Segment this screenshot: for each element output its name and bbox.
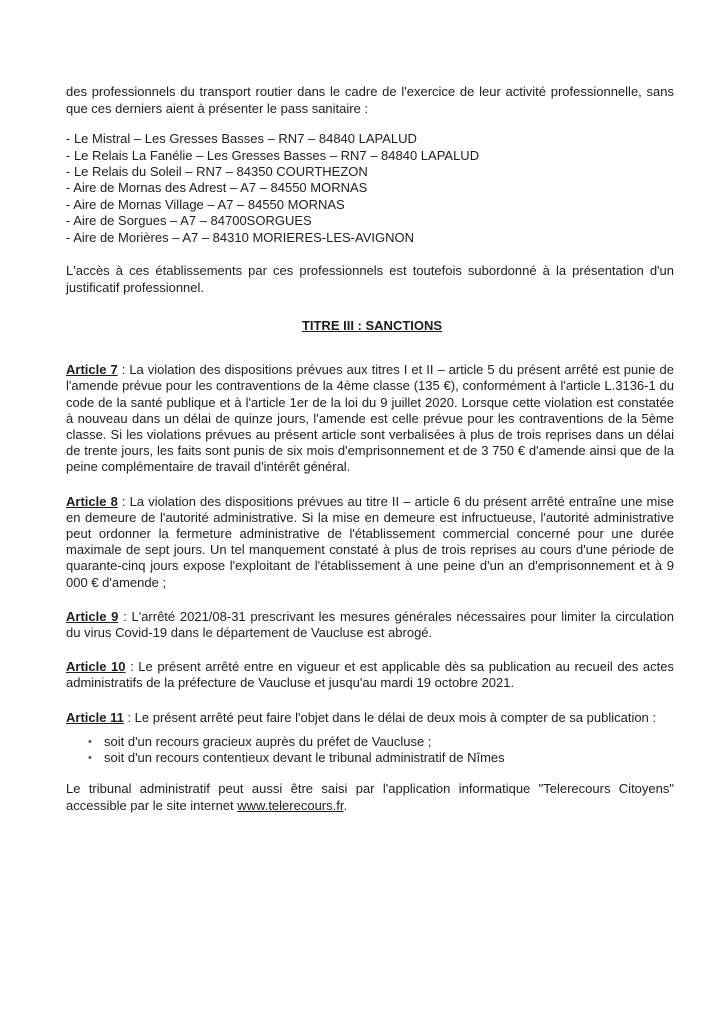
list-item: - Le Relais du Soleil – RN7 – 84350 COURTHEZON xyxy=(66,164,368,179)
closing-end: . xyxy=(343,797,348,813)
list-item: - Aire de Mornas Village – A7 – 84550 MORNAS xyxy=(66,196,345,212)
article-7 xyxy=(66,362,674,475)
section-title: TITRE III : SANCTIONS xyxy=(301,318,443,334)
article-text: : La violation des dispositions prévues au titre II – article 6 du présent arrêté entraîne une mise en demeure de l'autorité administrative. Si la mise en demeure est infructueuse, l'autorité administrative peut ordonner la fermeture administrative de l'établissement commercial concerné pour une durée maximale de sept jours. Un tel manquement constaté à plus de trois reprises au cours d'une période de quarante-cinq jours expose l'exploitant de l'établissement à une peine d'un an d'emprisonnement et à 9 000 € d'amende ; xyxy=(66,493,674,590)
telerecours-link[interactable]: www.telerecours.fr xyxy=(237,797,344,813)
list-item: - Aire de Sorgues – A7 – 84700SORGUES xyxy=(66,213,312,229)
article-label: Article 7 xyxy=(66,362,118,378)
access-paragraph: L'accès à ces établissements par ces professionnels est toutefois subordonné à la présentation d'un justificatif professionnel. xyxy=(66,263,674,295)
article-label: Article 11 xyxy=(66,709,124,725)
article-text: : Le présent arrêté entre en vigueur et est applicable dès sa publication au recueil des actes administratifs de la préfecture de Vaucluse et jusqu'au mardi 19 octobre 2021. xyxy=(66,659,674,691)
recours-list xyxy=(66,734,674,766)
article-9 xyxy=(66,609,674,641)
list-item: - Aire de Morières – A7 – 84310 MORIERES-LES-AVIGNON xyxy=(66,229,415,245)
intro-paragraph: des professionnels du transport routier dans le cadre de l'exercice de leur activité professionnelle, sans que ces derniers aient à présenter le pass sanitaire : xyxy=(66,84,674,116)
document-page xyxy=(66,84,674,814)
article-text: : L'arrêté 2021/08-31 prescrivant les mesures générales nécessaires pour limiter la circulation du virus Covid-19 dans le département de Vaucluse est abrogé. xyxy=(66,608,674,641)
article-label: Article 9 xyxy=(66,608,119,624)
list-item: - Le Relais La Fanélie – Les Gresses Basses – RN7 – 84840 LAPALUD xyxy=(66,147,480,163)
article-text: : La violation des dispositions prévues aux titres I et II – article 5 du présent arrêté est punie de l'amende prévue pour les contraventions de la 4ème classe (135 €), conformément à l'article L.3136-1 du code de la santé publique et à l'article 1er de la loi du 9 juillet 2020. Lorsque cette violation est constatée à nouveau dans un délai de quinze jours, l'amende est celle prévue pour les contraventions de la 5ème classe. Si les violations prévues au présent article sont verbalisées à plus de trois reprises dans un délai de trente jours, les faits sont punis de six mois d'emprisonnement et de 3 750 € d'amende ainsi que de la peine complémentaire de travail d'intérêt général. xyxy=(66,362,674,475)
closing-paragraph xyxy=(66,781,674,814)
article-label: Article 8 xyxy=(66,493,118,509)
article-label: Article 10 xyxy=(66,659,126,675)
list-item: • soit d'un recours contentieux devant le tribunal administratif de Nîmes xyxy=(104,750,674,766)
closing-text: Le tribunal administratif peut aussi être saisi par l'application informatique "Telerecours Citoyens" accessible par le site internet xyxy=(66,781,674,813)
establishment-list xyxy=(66,131,674,246)
article-8 xyxy=(66,494,674,591)
list-item: - Aire de Mornas des Adrest – A7 – 84550 MORNAS xyxy=(66,180,368,196)
article-text: : Le présent arrêté peut faire l'objet dans le délai de deux mois à compter de sa publication : xyxy=(123,709,657,725)
list-item: • soit d'un recours gracieux auprès du préfet de Vaucluse ; xyxy=(104,734,674,750)
article-11 xyxy=(66,710,674,727)
article-10 xyxy=(66,659,674,691)
list-item: - Le Mistral – Les Gresses Basses – RN7 – 84840 LAPALUD xyxy=(66,131,417,147)
